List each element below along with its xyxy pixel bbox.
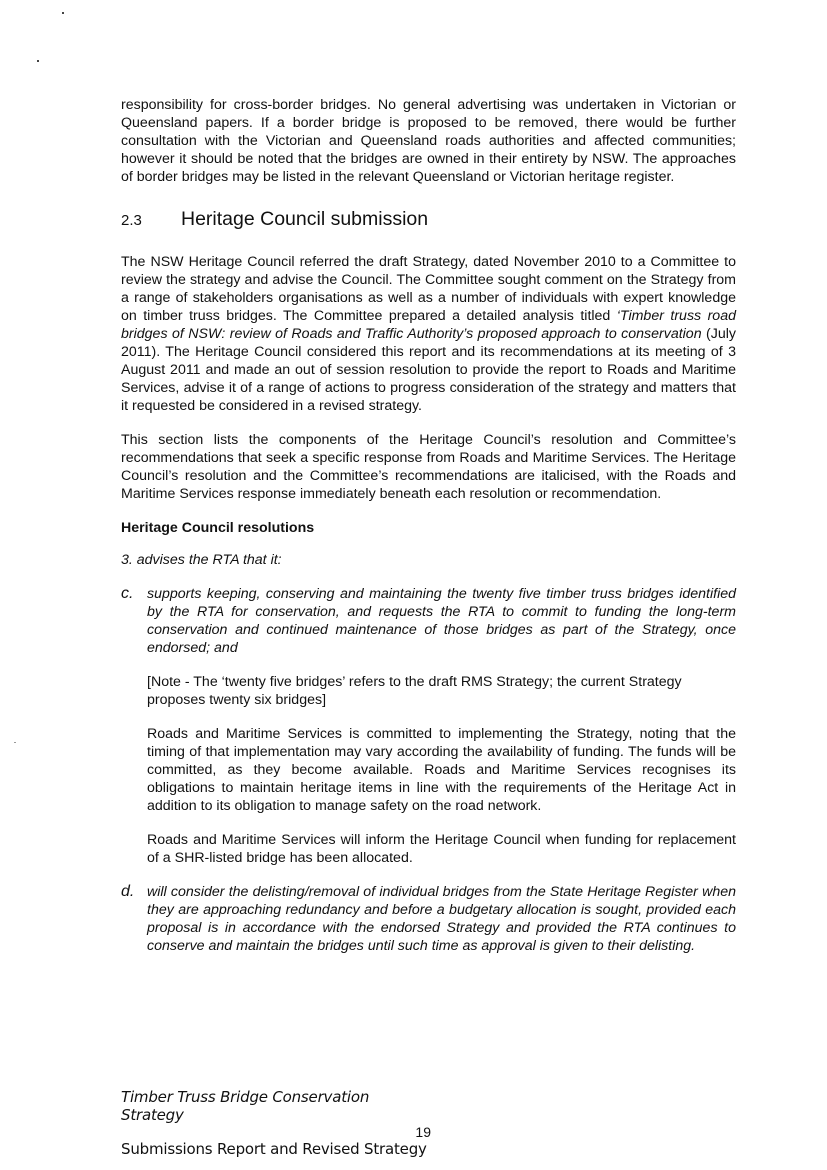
report-title: ‘Timber truss road bridges of NSW: review of Roads and Traffic Authority’s proposed approach to conservation: [121, 308, 736, 342]
footer-title: Timber Truss Bridge Conservation Strategy: [121, 1088, 370, 1124]
item-label: c.: [121, 585, 134, 602]
item-text: supports keeping, conserving and maintaining the twenty five timber truss bridges identified by the RTA for conservation, and requests the RTA to commit to funding the long-term conservation and continued maintenance of those bridges as part of the Strategy, once endorsed; and: [147, 586, 736, 656]
rms-response-paragraph: Roads and Maritime Services is committed to implementing the Strategy, noting that the timing of that implementation may vary according the availability of funding. The funds will be committed, as they become available. Roads and Maritime Services recognises its obligations to maintain heritage items in line with the requirements of the Heritage Act in addition to its obligation to manage safety on the road network.: [147, 726, 736, 814]
page-body: [121, 96, 736, 955]
footer-subtitle: Submissions Report and Revised Strategy: [121, 1140, 427, 1158]
section-overview-paragraph: This section lists the components of the Heritage Council’s resolution and Committee’s recommendations that seek a specific response from Roads and Maritime Services. The Heritage Council’s resolution and the Committee’s recommendations are italicised, with the Roads and Maritime Services response immediately beneath each resolution or recommendation.: [121, 432, 736, 502]
section-title: Heritage Council submission: [181, 208, 429, 230]
resolutions-heading: Heritage Council resolutions: [121, 520, 315, 536]
section-number: 2.3: [121, 212, 142, 229]
intro-paragraph: responsibility for cross-border bridges. No general advertising was undertaken in Victorian or Queensland papers. If a border bridge is proposed to be removed, there would be further consultation with the Victorian and Queensland roads authorities and affected communities; however it should be noted that the bridges are owned in their entirety by NSW. The approaches of border bridges may be listed in the relevant Queensland or Victorian heritage register.: [121, 97, 736, 185]
page-footer: [121, 1088, 431, 1158]
resolution-item-c: [121, 585, 736, 657]
scan-speck: [37, 60, 39, 62]
item-text: will consider the delisting/removal of individual bridges from the State Heritage Register when they are approaching redundancy and before a budgetary allocation is sought, provided each proposal is in accordance with the endorsed Strategy and provided the RTA continues to conserve and maintain the bridges until such time as approval is given to their delisting.: [147, 884, 736, 954]
resolution-3: 3. advises the RTA that it:: [121, 552, 282, 568]
note-paragraph: [Note - The ‘twenty five bridges’ refers to the draft RMS Strategy; the current Strategy proposes twenty six bridges]: [147, 674, 682, 708]
item-label: d.: [121, 883, 135, 900]
scan-speck: [14, 742, 16, 743]
scan-speck: [62, 12, 64, 14]
referral-paragraph: The NSW Heritage Council referred the draft Strategy, dated November 2010 to a Committee to review the strategy and advise the Council. The Committee sought comment on the Strategy from a range of stakeholders organisations as well as a number of individuals with expert knowledge on timber truss bridges. The Committee prepared a detailed analysis titled ‘Timber truss road bridges of NSW: review of Roads and Traffic Authority’s proposed approach to conservation (July 2011). The Heritage Council considered this report and its recommendations at its meeting of 3 August 2011 and made an out of session resolution to provide the report to Roads and Maritime Services, advise it of a range of actions to progress consideration of the strategy and matters that it requested be considered in a revised strategy.: [121, 254, 736, 414]
resolution-item-d: [121, 883, 736, 955]
page-number: 19: [415, 1124, 431, 1140]
section-heading: [121, 208, 736, 231]
rms-response-paragraph: Roads and Maritime Services will inform the Heritage Council when funding for replacement of a SHR-listed bridge has been allocated.: [147, 832, 736, 866]
